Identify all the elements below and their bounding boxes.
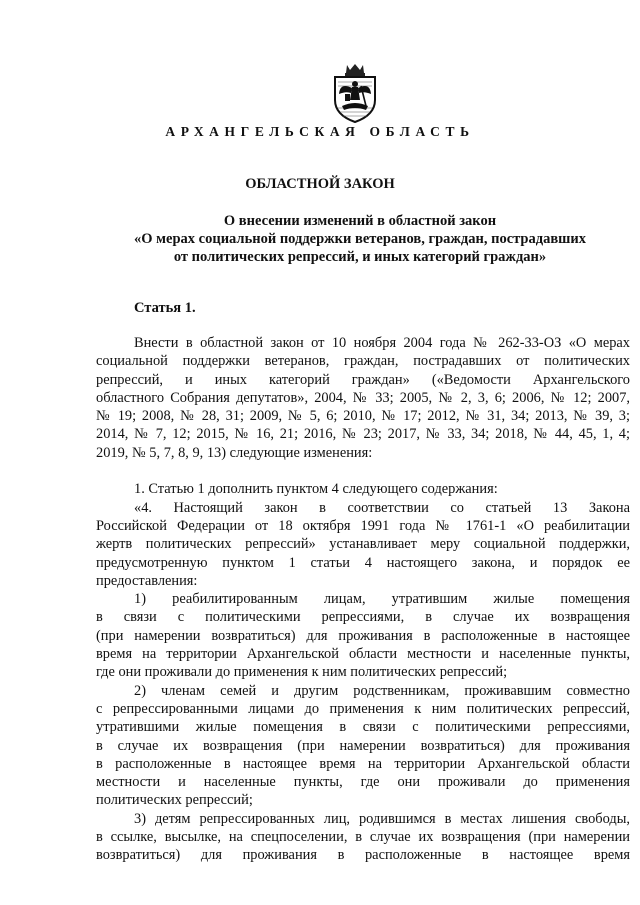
text-line: «4. Настоящий закон в соответствии со статьей 13 Закона <box>134 499 630 516</box>
subtitle-line: «О мерах социальной поддержки ветеранов, граждан, пострадавших <box>134 231 586 247</box>
paragraph <box>96 590 630 681</box>
text-line: где они проживали до применения к ним политических репрессий; <box>96 664 508 681</box>
text-line: 2) членам семей и другим родственникам, проживавшим совместно <box>134 682 630 699</box>
text-line: 2014, № 7, 12; 2015, № 16, 21; 2016, № 23; 2017, № 33, 34; 2018, № 44, 45, 1, 4; <box>96 426 630 443</box>
text-line: возвратиться) для проживания в расположенные в настоящее время <box>96 847 630 864</box>
text-line: Внести в областной закон от 10 ноября 2004 года № 262-33-ОЗ «О мерах <box>134 335 630 351</box>
text-line: в расположенные в настоящее время на территории Архангельской области <box>96 755 630 772</box>
text-line: репрессий, и иных категорий граждан» («Ведомости Архангельского <box>96 371 630 388</box>
text-line: (при намерении возвратиться) для проживания в расположенные в настоящее <box>96 627 630 644</box>
paragraph <box>96 499 630 590</box>
law-body <box>96 334 630 865</box>
paragraph <box>96 334 630 462</box>
region-name: АРХАНГЕЛЬСКАЯ ОБЛАСТЬ <box>165 124 475 139</box>
text-line: жертв политических репрессий» устанавливает меру социальной поддержки, <box>96 536 630 553</box>
text-line: политических репрессий; <box>96 792 253 809</box>
text-line: Российской Федерации от 18 октября 1991 года № 1761-1 «О реабилитации <box>96 517 630 534</box>
text-line: предоставления: <box>96 572 198 589</box>
coat-of-arms-icon <box>326 62 384 124</box>
text-line: в связи с политическими репрессиями, в случае их возвращения <box>96 609 630 626</box>
text-line: местности и населенные пункты, где они проживали до применения <box>96 774 630 791</box>
law-subtitle <box>100 212 620 266</box>
paragraph <box>96 480 630 498</box>
text-line: с репрессированными лицами до применения к ним политических репрессий, <box>96 700 630 717</box>
text-line: 1) реабилитированным лицам, утратившим жилые помещения <box>134 591 630 608</box>
text-line: 1. Статью 1 дополнить пунктом 4 следующего содержания: <box>134 481 498 498</box>
text-line: № 19; 2008, № 28, 31; 2009, № 5, 6; 2010, № 17; 2012, № 31, 34; 2013, № 39, 3; <box>96 408 630 425</box>
text-line: предусмотренную пунктом 1 статьи 4 настоящего закона, и порядок ее <box>96 554 630 571</box>
subtitle-line: от политических репрессий, и иных категорий граждан» <box>173 249 547 265</box>
law-title: ОБЛАСТНОЙ ЗАКОН <box>245 176 395 192</box>
text-line: в ссылке, высылке, на спецпоселении, в случае их возвращения (при намерении <box>96 829 630 846</box>
paragraph <box>96 682 630 810</box>
text-line: время на территории Архангельской области местности и населенные пункты, <box>96 646 630 663</box>
paragraph-gap <box>96 462 630 480</box>
article-heading: Статья 1. <box>134 300 196 316</box>
text-line: утратившими жилые помещения в связи с политическими репрессиями, <box>96 719 630 736</box>
text-line: социальной поддержки ветеранов, граждан, пострадавших от политических <box>96 353 630 370</box>
subtitle-line: О внесении изменений в областной закон <box>223 213 497 229</box>
text-line: в случае их возвращения (при намерении возвратиться) для проживания <box>96 737 630 754</box>
text-line: 3) детям репрессированных лиц, родившимся в местах лишения свободы, <box>134 810 630 827</box>
paragraph <box>96 810 630 865</box>
text-line: 2019, № 5, 7, 8, 9, 13) следующие изменения: <box>96 444 373 461</box>
text-line: областного Собрания депутатов», 2004, № 33; 2005, № 2, 3, 6; 2006, № 12; 2007, <box>96 389 630 406</box>
